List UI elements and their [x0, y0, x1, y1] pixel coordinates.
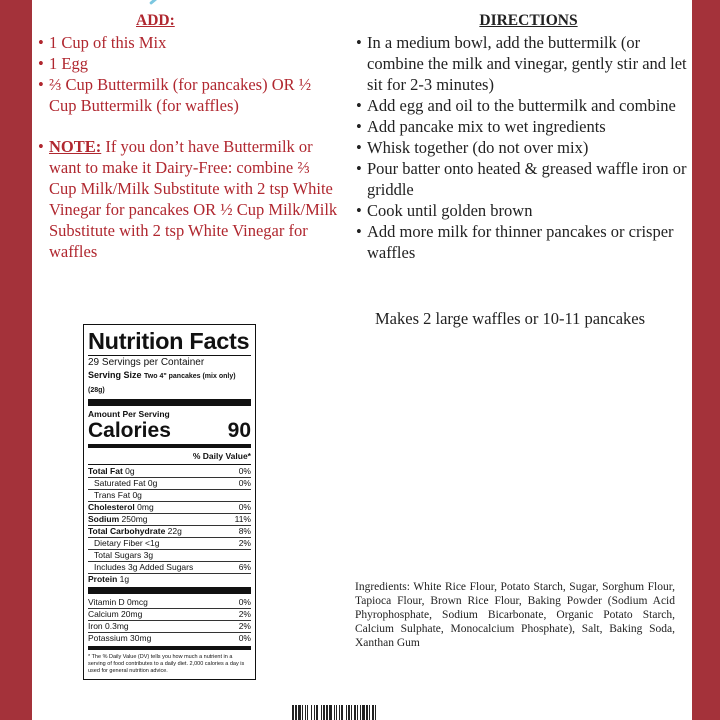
nutrient-row: Protein 1g: [88, 574, 130, 584]
servings-per-container: 29 Servings per Container: [88, 357, 205, 368]
bullet-icon: •: [38, 137, 44, 156]
add-list: [38, 32, 338, 262]
calories-value: 90: [227, 419, 251, 442]
bullet-icon: •: [38, 33, 44, 52]
bullet-icon: •: [356, 138, 362, 157]
bullet-icon: •: [38, 54, 44, 73]
left-red-band: [0, 0, 32, 720]
bullet-icon: •: [356, 201, 362, 220]
direction-step: • Add egg and oil to the buttermilk and combine: [356, 96, 676, 115]
vitamin-row: Iron 0.3mg 2%: [88, 621, 251, 631]
vitamin-row: Calcium 20mg 2%: [88, 609, 251, 619]
nutrition-title: Nutrition Facts: [88, 328, 250, 354]
nutrient-row: Saturated Fat 0g 0%: [88, 478, 251, 490]
vitamin-row: Potassium 30mg 0%: [88, 633, 251, 643]
direction-step: • Add more milk for thinner pancakes or crisper waffles: [356, 222, 674, 262]
note-label: NOTE:: [49, 137, 102, 156]
decorative-blue-stroke: [149, 0, 171, 5]
bullet-icon: •: [38, 75, 44, 94]
bullet-icon: •: [356, 159, 362, 178]
directions-section: [356, 10, 691, 263]
nutrient-row: Includes 3g Added Sugars 6%: [88, 562, 251, 574]
daily-value-footnote: * The % Daily Value (DV) tells you how much a nutrient in a serving of food contributes to a daily diet. 2,000 calories a day is used for general nutrition advice.: [88, 654, 245, 674]
direction-step: • Cook until golden brown: [356, 201, 533, 220]
serving-size: Serving Size Two 4" pancakes (mix only) (28g): [88, 370, 236, 394]
amount-per-serving: Amount Per Serving: [88, 409, 170, 419]
add-item: • 1 Cup of this Mix: [38, 33, 167, 52]
nutrition-facts-panel: [83, 324, 256, 680]
add-title: ADD:: [136, 12, 175, 29]
right-red-band: [692, 0, 720, 720]
directions-list: [356, 32, 691, 263]
divider-thick: [88, 587, 251, 594]
nutrient-row: Cholesterol 0mg 0%: [88, 502, 251, 512]
direction-step: • Add pancake mix to wet ingredients: [356, 117, 606, 136]
divider-medium: [88, 444, 251, 448]
directions-title: DIRECTIONS: [479, 12, 578, 29]
bullet-icon: •: [356, 117, 362, 136]
vitamin-row: Vitamin D 0mcg 0%: [88, 597, 251, 607]
nutrient-row: Total Fat 0g 0%: [88, 466, 251, 476]
nutrient-row: Trans Fat 0g: [88, 490, 251, 502]
add-item: • ⅔ Cup Buttermilk (for pancakes) OR ½ Cup Buttermilk (for waffles): [38, 75, 312, 115]
divider-thick: [88, 399, 251, 406]
yield-text: Makes 2 large waffles or 10-11 pancakes: [375, 309, 646, 328]
nutrient-row: Dietary Fiber <1g 2%: [88, 538, 251, 550]
add-section: [38, 10, 338, 262]
ingredients-text: Ingredients: White Rice Flour, Potato Starch, Sugar, Sorghum Flour, Tapioca Flour, Brown Rice Flour, Baking Powder (Sodium Acid Phyrophosphate, Sodium Bicarbonate, Organic Potato Starch, Calcium Sulphate, Monocalcium Phosphate), Salt, Baking Soda, Xanthan Gum: [355, 581, 675, 649]
direction-step: • In a medium bowl, add the buttermilk (or combine the milk and vinegar, gently stir and let sit for 2-3 minutes): [356, 33, 687, 94]
direction-step: • Whisk together (do not over mix): [356, 138, 589, 157]
nutrient-row: Total Sugars 3g: [88, 550, 251, 562]
nutrient-row: Total Carbohydrate 22g 8%: [88, 526, 251, 536]
calories-label: Calories: [88, 419, 171, 442]
add-note: [38, 136, 338, 262]
divider-medium: [88, 646, 251, 650]
barcode: [292, 705, 418, 720]
bullet-icon: •: [356, 222, 362, 241]
nutrient-row: Sodium 250mg 11%: [88, 514, 251, 524]
bullet-icon: •: [356, 96, 362, 115]
barcode-bar: [376, 705, 378, 720]
note-text: If you don’t have Buttermilk or want to make it Dairy-Free: combine ⅔ Cup Milk/Milk Substitute with 2 tsp White Vinegar for pancakes OR ½ Cup Milk/Milk Substitute with 2 tsp White Vinegar for waffles: [49, 137, 338, 261]
bullet-icon: •: [356, 33, 362, 52]
calories-row: [88, 420, 251, 442]
direction-step: • Pour batter onto heated & greased waffle iron or griddle: [356, 159, 687, 199]
daily-value-header: % Daily Value*: [88, 450, 251, 465]
add-item: • 1 Egg: [38, 54, 88, 73]
